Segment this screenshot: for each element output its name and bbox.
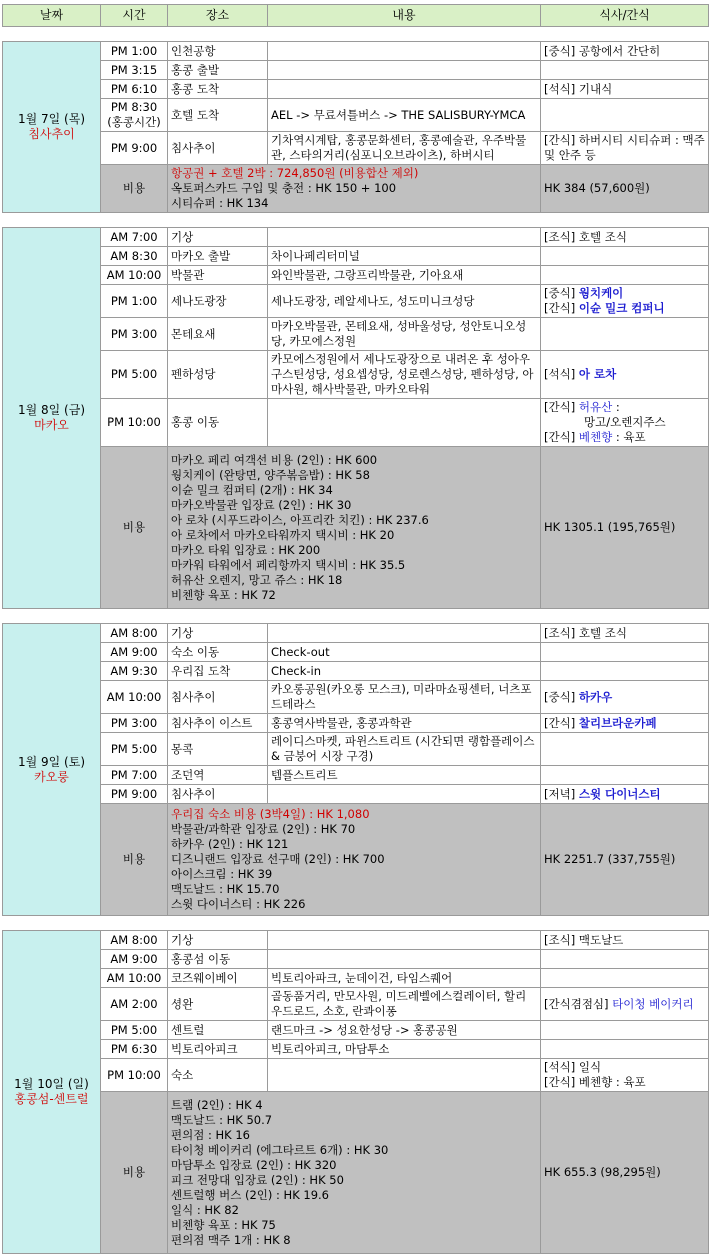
cost-line: 비첸향 육포 : HK 75 xyxy=(171,1217,276,1232)
cost-total: HK 384 (57,600원) xyxy=(541,165,709,213)
cost-line: 디즈니랜드 입장료 선구매 (2인) : HK 700 xyxy=(171,852,385,866)
meal-cell xyxy=(541,969,709,988)
meal-cell xyxy=(541,285,709,318)
cost-line: 편의점 맥주 1개 : HK 8 xyxy=(171,1232,291,1247)
content-cell xyxy=(268,785,541,804)
time-cell: PM 10:00 xyxy=(101,399,168,447)
schedule-row xyxy=(3,132,709,165)
content-cell: 차이나페리터미널 xyxy=(268,247,541,266)
schedule-row xyxy=(3,662,709,681)
meal-item: : 육포 xyxy=(612,430,646,444)
cost-line: 아이스크림 : HK 39 xyxy=(171,867,273,881)
meal-cell: [간식] 하버시티 시티슈퍼 : 맥주 및 안주 등 xyxy=(541,132,709,165)
content-cell: 레이디스마켓, 파윈스트리트 (시간되면 랭함플레이스 & 금붕어 시장 구경) xyxy=(268,733,541,766)
cost-label: 비용 xyxy=(101,1092,168,1254)
place-cell: 기상 xyxy=(168,228,268,247)
day-date: 1월 8일 (금) xyxy=(17,403,86,417)
header-content: 내용 xyxy=(268,5,541,27)
schedule-row xyxy=(3,766,709,785)
meal-item: 망고/오렌지주스 xyxy=(584,415,666,429)
cost-detail xyxy=(168,804,541,916)
meal-line: [간식] 베첸향 : 육포 xyxy=(544,1075,646,1089)
time-cell xyxy=(101,99,168,132)
schedule-row xyxy=(3,1040,709,1059)
meal-cell xyxy=(541,733,709,766)
meal-cell xyxy=(541,681,709,714)
day-cell xyxy=(3,228,101,609)
meal-cell xyxy=(541,766,709,785)
content-cell: 와인박물관, 그랑프리박물관, 기아요새 xyxy=(268,266,541,285)
place-cell: 기상 xyxy=(168,624,268,643)
content-cell: Check-in xyxy=(268,662,541,681)
cost-label: 비용 xyxy=(101,804,168,916)
cost-line: 이슌 밀크 컴퍼티 (2개) : HK 34 xyxy=(171,482,333,497)
meal-restaurant: 하카우 xyxy=(578,689,613,704)
schedule-row xyxy=(3,351,709,399)
cost-line: 아 로차 (시푸드라이스, 아프리칸 치킨) : HK 237.6 xyxy=(171,512,429,527)
day-location: 홍콩섬-센트럴 xyxy=(14,1092,89,1106)
content-cell xyxy=(268,228,541,247)
cost-line: 허유산 오렌지, 망고 쥬스 : HK 18 xyxy=(171,572,343,587)
time-cell: PM 3:00 xyxy=(101,318,168,351)
place-cell: 셩완 xyxy=(168,988,268,1021)
cost-total: HK 655.3 (98,295원) xyxy=(541,1092,709,1254)
time-cell: PM 1:00 xyxy=(101,42,168,61)
header-place: 장소 xyxy=(168,5,268,27)
cost-line-highlight: 항공권 + 호텔 2박 : 724,850원 (비용합산 제외) xyxy=(171,166,419,180)
content-cell: Check-out xyxy=(268,643,541,662)
cost-line: 시티슈퍼 : HK 134 xyxy=(171,196,269,210)
day-date: 1월 10일 (일) xyxy=(14,1077,89,1091)
schedule-row xyxy=(3,624,709,643)
day-location: 침사추이 xyxy=(28,127,75,141)
time-cell: PM 9:00 xyxy=(101,785,168,804)
cost-label: 비용 xyxy=(101,165,168,213)
day-cell xyxy=(3,624,101,916)
header-meal: 식사/간식 xyxy=(541,5,709,27)
meal-cell xyxy=(541,643,709,662)
place-cell: 숙소 이동 xyxy=(168,643,268,662)
content-cell: 빅토리아파크, 눈데이건, 타임스퀘어 xyxy=(268,969,541,988)
meal-restaurant: 허유산 xyxy=(578,400,613,414)
cost-line: 마카오 타워 입장료 : HK 200 xyxy=(171,542,321,557)
meal-restaurant: 타이청 베이커리 xyxy=(612,996,694,1011)
place-cell: 코즈웨이베이 xyxy=(168,969,268,988)
place-cell: 홍콩 출발 xyxy=(168,61,268,80)
meal-cell: [중식] 공항에서 간단히 xyxy=(541,42,709,61)
place-cell: 몬테요새 xyxy=(168,318,268,351)
content-cell xyxy=(268,624,541,643)
content-cell: 빅토리아피크, 마담투소 xyxy=(268,1040,541,1059)
cost-total: HK 2251.7 (337,755원) xyxy=(541,804,709,916)
time-cell: AM 9:30 xyxy=(101,662,168,681)
day-cell xyxy=(3,931,101,1254)
meal-sep: : xyxy=(612,400,620,414)
time-cell: AM 9:00 xyxy=(101,643,168,662)
schedule-row xyxy=(3,228,709,247)
meal-cell xyxy=(541,1040,709,1059)
cost-detail xyxy=(168,165,541,213)
meal-restaurant: 스윗 다이너스티 xyxy=(578,786,661,801)
time-cell: AM 10:00 xyxy=(101,969,168,988)
cost-line: 타이청 베이커리 (에그타르트 6개) : HK 30 xyxy=(171,1142,389,1157)
cost-line: 마담투소 입장료 (2인) : HK 320 xyxy=(171,1157,337,1172)
schedule-row xyxy=(3,988,709,1021)
cost-line: 아 로차에서 마카오타워까지 택시비 : HK 20 xyxy=(171,527,395,542)
time-cell: AM 9:00 xyxy=(101,950,168,969)
place-cell: 조던역 xyxy=(168,766,268,785)
schedule-row xyxy=(3,950,709,969)
place-cell: 인천공항 xyxy=(168,42,268,61)
cost-row xyxy=(3,1092,709,1254)
place-cell: 세나도광장 xyxy=(168,285,268,318)
meal-cell: [조식] 호텔 조식 xyxy=(541,228,709,247)
meal-prefix: [저녁] xyxy=(544,786,579,801)
content-cell: 기차역시계탑, 홍콩문화센터, 홍콩예술관, 우주박물관, 스타의거리(심포니오브라이츠), 하버시티 xyxy=(268,132,541,165)
meal-prefix: [석식] xyxy=(544,367,579,381)
schedule-row xyxy=(3,266,709,285)
content-cell xyxy=(268,931,541,950)
place-cell: 빅토리아피크 xyxy=(168,1040,268,1059)
time-cell: PM 9:00 xyxy=(101,132,168,165)
meal-cell xyxy=(541,1059,709,1092)
meal-cell xyxy=(541,351,709,399)
meal-line: [석식] 일식 xyxy=(544,1060,602,1074)
meal-restaurant: 베첸향 xyxy=(578,430,613,444)
meal-restaurant: 웡치케이 xyxy=(578,286,624,300)
place-cell: 펜하성당 xyxy=(168,351,268,399)
place-cell: 마카오 출발 xyxy=(168,247,268,266)
meal-cell xyxy=(541,714,709,733)
content-cell xyxy=(268,61,541,80)
meal-cell xyxy=(541,1021,709,1040)
schedule-row xyxy=(3,1059,709,1092)
schedule-row xyxy=(3,931,709,950)
cost-row xyxy=(3,165,709,213)
meal-restaurant: 이슌 밀크 컴퍼니 xyxy=(578,301,665,315)
cost-line-highlight: 우리집 숙소 비용 (3박4일) : HK 1,080 xyxy=(171,807,370,821)
cost-row xyxy=(3,447,709,609)
time-cell: AM 8:00 xyxy=(101,931,168,950)
content-cell: 마카오박물관, 몬테요새, 성바울성당, 성안토니오성당, 카모에스정원 xyxy=(268,318,541,351)
schedule-row xyxy=(3,733,709,766)
content-cell xyxy=(268,950,541,969)
time-cell: PM 5:00 xyxy=(101,1021,168,1040)
meal-prefix: [간식] xyxy=(544,400,579,414)
schedule-row xyxy=(3,969,709,988)
meal-restaurant: 찰리브라운카페 xyxy=(578,715,657,730)
cost-line: 맥도날드 : HK 15.70 xyxy=(171,882,280,896)
schedule-row xyxy=(3,399,709,447)
meal-cell xyxy=(541,318,709,351)
meal-cell xyxy=(541,247,709,266)
place-cell: 침사추이 xyxy=(168,785,268,804)
header-row xyxy=(3,5,709,27)
day-cell xyxy=(3,42,101,213)
schedule-row xyxy=(3,99,709,132)
header-date: 날짜 xyxy=(3,5,101,27)
meal-prefix: [간식] xyxy=(544,715,579,730)
time-cell: AM 8:00 xyxy=(101,624,168,643)
content-cell: 템플스트리트 xyxy=(268,766,541,785)
schedule-row xyxy=(3,318,709,351)
content-cell: 카모에스정원에서 세나도광장으로 내려온 후 성아우구스틴성당, 성요셉성당, 성로렌스성당, 펜하성당, 아마사원, 해사박물관, 마카오타워 xyxy=(268,351,541,399)
content-cell xyxy=(268,42,541,61)
meal-cell xyxy=(541,399,709,447)
meal-cell xyxy=(541,785,709,804)
header-time: 시간 xyxy=(101,5,168,27)
meal-cell xyxy=(541,988,709,1021)
place-cell: 박물관 xyxy=(168,266,268,285)
cost-row xyxy=(3,804,709,916)
cost-line: 비첸향 육포 : HK 72 xyxy=(171,587,276,602)
time-cell: PM 10:00 xyxy=(101,1059,168,1092)
content-cell: 랜드마크 -> 성요한성당 -> 홍콩공원 xyxy=(268,1021,541,1040)
meal-cell xyxy=(541,266,709,285)
cost-line: 일식 : HK 82 xyxy=(171,1202,239,1217)
time-cell: PM 5:00 xyxy=(101,351,168,399)
schedule-row xyxy=(3,1021,709,1040)
cost-detail xyxy=(168,447,541,609)
time-cell: AM 2:00 xyxy=(101,988,168,1021)
schedule-row xyxy=(3,42,709,61)
time-cell: AM 10:00 xyxy=(101,266,168,285)
cost-line: 마카오 페리 여객선 비용 (2인) : HK 600 xyxy=(171,452,378,467)
time-cell: PM 1:00 xyxy=(101,285,168,318)
cost-detail xyxy=(168,1092,541,1254)
meal-cell xyxy=(541,950,709,969)
meal-prefix: [중식] xyxy=(544,689,579,704)
meal-cell xyxy=(541,662,709,681)
cost-line: 마카워 타워에서 페리항까지 택시비 : HK 35.5 xyxy=(171,557,406,572)
cost-line: 웡치케이 (완탕면, 양주볶음밥) : HK 58 xyxy=(171,467,370,482)
cost-line: 맥도날드 : HK 50.7 xyxy=(171,1112,273,1127)
time-cell: PM 3:00 xyxy=(101,714,168,733)
content-cell: 골동품거리, 만모사원, 미드레벨에스컬레이터, 할리우드로드, 소호, 란콰이퐁 xyxy=(268,988,541,1021)
place-cell: 침사추이 xyxy=(168,681,268,714)
content-cell: 홍콩역사박물관, 홍콩과학관 xyxy=(268,714,541,733)
schedule-row xyxy=(3,80,709,99)
cost-line: 하카우 (2인) : HK 121 xyxy=(171,837,289,851)
place-cell: 호텔 도착 xyxy=(168,99,268,132)
place-cell: 홍콩 이동 xyxy=(168,399,268,447)
cost-line: 편의점 : HK 16 xyxy=(171,1127,250,1142)
day-date: 1월 7일 (목) xyxy=(17,112,86,126)
cost-line: 옥토퍼스카드 구입 및 충전 : HK 150 + 100 xyxy=(171,181,397,195)
meal-restaurant: 아 로차 xyxy=(578,367,617,381)
time-cell: AM 7:00 xyxy=(101,228,168,247)
time-cell: PM 3:15 xyxy=(101,61,168,80)
time-cell: AM 10:00 xyxy=(101,681,168,714)
place-cell: 홍콩 도착 xyxy=(168,80,268,99)
time-cell: AM 8:30 xyxy=(101,247,168,266)
time-cell: PM 6:30 xyxy=(101,1040,168,1059)
place-cell: 우리집 도착 xyxy=(168,662,268,681)
place-cell: 홍콩섬 이동 xyxy=(168,950,268,969)
time-cell: PM 5:00 xyxy=(101,733,168,766)
cost-label: 비용 xyxy=(101,447,168,609)
time-cell: PM 7:00 xyxy=(101,766,168,785)
schedule-row xyxy=(3,61,709,80)
content-cell xyxy=(268,399,541,447)
content-cell: 세나도광장, 레알세나도, 성도미니크성당 xyxy=(268,285,541,318)
time-note: (홍콩시간) xyxy=(107,115,161,129)
meal-prefix: [간식] xyxy=(544,301,579,315)
schedule-row xyxy=(3,785,709,804)
time-cell: PM 6:10 xyxy=(101,80,168,99)
cost-line: 스윗 다이너스티 : HK 226 xyxy=(171,897,306,911)
meal-cell xyxy=(541,61,709,80)
day-location: 카오룽 xyxy=(34,769,69,784)
meal-prefix: [간식겸점심] xyxy=(544,996,613,1011)
cost-line: 마카오박물관 입장료 (2인) : HK 30 xyxy=(171,497,352,512)
content-cell: AEL -> 무료셔틀버스 -> THE SALISBURY-YMCA xyxy=(268,99,541,132)
cost-line: 트램 (2인) : HK 4 xyxy=(171,1097,263,1112)
schedule-row xyxy=(3,247,709,266)
meal-cell: [석식] 기내식 xyxy=(541,80,709,99)
meal-prefix: [간식] xyxy=(544,430,579,444)
place-cell: 침사추이 이스트 xyxy=(168,714,268,733)
schedule-row xyxy=(3,285,709,318)
cost-total: HK 1305.1 (195,765원) xyxy=(541,447,709,609)
content-cell xyxy=(268,1059,541,1092)
content-cell: 카오롱공원(카오롱 모스크), 미라마쇼핑센터, 너츠포드테라스 xyxy=(268,681,541,714)
place-cell: 몽콕 xyxy=(168,733,268,766)
cost-line: 박물관/과학관 입장료 (2인) : HK 70 xyxy=(171,822,356,836)
day-location: 마카오 xyxy=(34,418,69,432)
cost-line: 센트럴행 버스 (2인) : HK 19.6 xyxy=(171,1187,329,1202)
content-cell xyxy=(268,80,541,99)
meal-cell: [조식] 호텔 조식 xyxy=(541,624,709,643)
day-date: 1월 9일 (토) xyxy=(17,754,86,769)
schedule-row xyxy=(3,643,709,662)
itinerary-table xyxy=(2,4,709,1254)
place-cell: 숙소 xyxy=(168,1059,268,1092)
time-text: PM 8:30 xyxy=(110,100,158,114)
cost-line: 피크 전망대 입장료 (2인) : HK 50 xyxy=(171,1172,344,1187)
meal-cell xyxy=(541,99,709,132)
meal-prefix: [중식] xyxy=(544,286,579,300)
schedule-row xyxy=(3,681,709,714)
place-cell: 센트럴 xyxy=(168,1021,268,1040)
meal-cell: [조식] 맥도날드 xyxy=(541,931,709,950)
place-cell: 기상 xyxy=(168,931,268,950)
schedule-row xyxy=(3,714,709,733)
place-cell: 침사추이 xyxy=(168,132,268,165)
